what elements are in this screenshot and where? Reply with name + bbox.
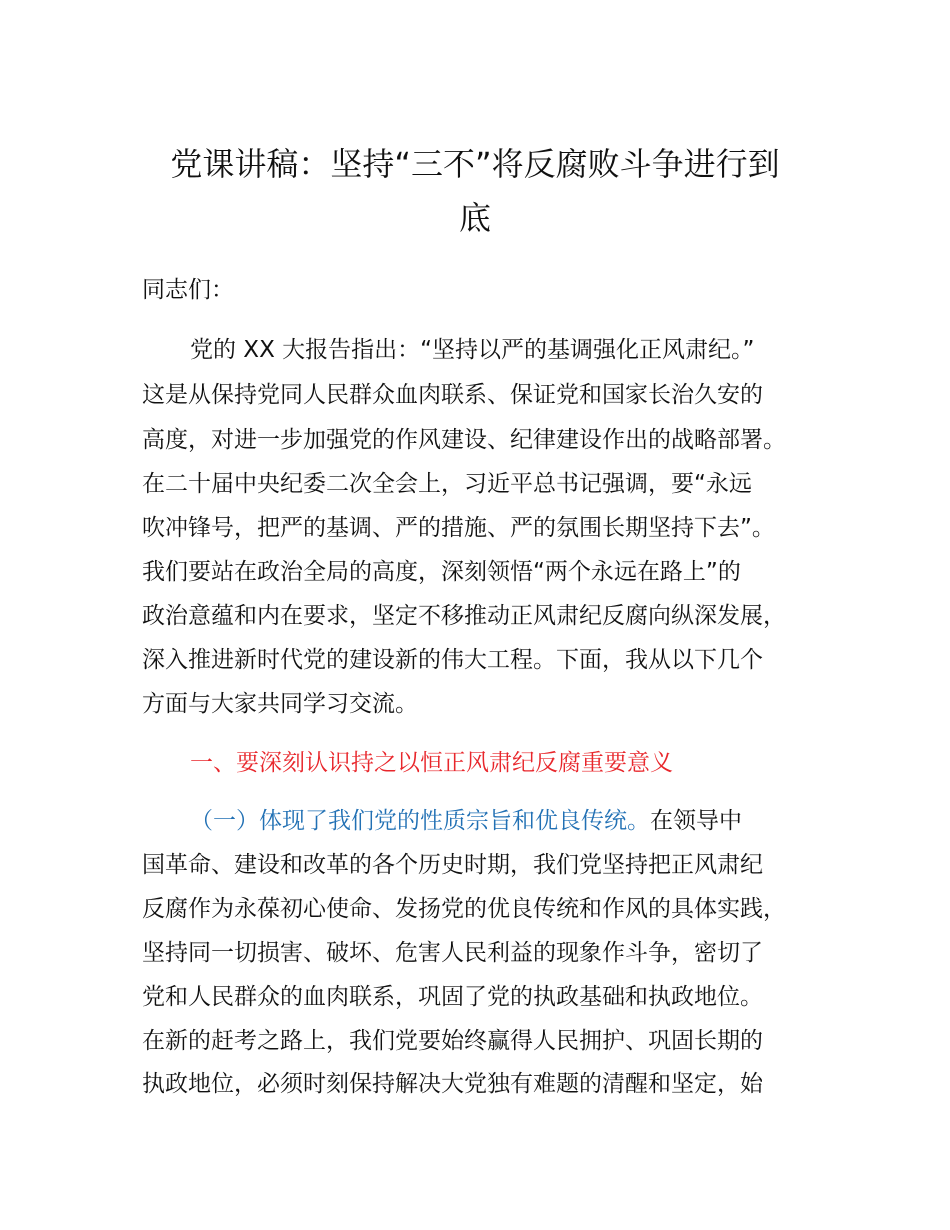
intro-line: 这是从保持党同人民群众血肉联系、保证党和国家长治久安的 (142, 382, 763, 408)
intro-line: 党的 XX 大报告指出：“坚持以严的基调强化正风肃纪。” (190, 337, 755, 363)
intro-line: 政治意蕴和内在要求，坚定不移推动正风肃纪反腐向纵深发展， (142, 603, 786, 629)
subsection-line: 在新的赶考之路上，我们党要始终赢得人民拥护、巩固长期的 (142, 1028, 763, 1054)
intro-line: 吹冲锋号，把严的基调、严的措施、严的氛围长期坚持下去”。 (142, 515, 775, 541)
document-title-line-2: 底 (458, 199, 491, 237)
subsection-first-line-rest: 在领导中 (650, 808, 742, 834)
intro-line: 我们要站在政治全局的高度，深刻领悟“两个永远在路上”的 (142, 559, 741, 585)
intro-line: 深入推进新时代党的建设新的伟大工程。下面，我从以下几个 (142, 647, 763, 673)
subsection-line: 执政地位，必须时刻保持解决大党独有难题的清醒和坚定，始 (142, 1071, 763, 1097)
salutation: 同志们： (142, 277, 234, 303)
section-heading: 一、要深刻认识持之以恒正风肃纪反腐重要意义 (190, 750, 673, 776)
subsection-line: 国革命、建设和改革的各个历史时期，我们党坚持把正风肃纪 (142, 852, 763, 878)
subsection-line: 反腐作为永葆初心使命、发扬党的优良传统和作风的具体实践， (142, 896, 786, 922)
subsection-first-line (190, 803, 742, 839)
subsection-line: 党和人民群众的血肉联系，巩固了党的执政基础和执政地位。 (142, 984, 763, 1010)
document-title-line-1: 党课讲稿：坚持“三不”将反腐败斗争进行到 (170, 145, 780, 183)
subsection-heading: （一）体现了我们党的性质宗旨和优良传统。 (190, 808, 650, 834)
intro-line: 高度，对进一步加强党的作风建设、纪律建设作出的战略部署。 (142, 427, 786, 453)
subsection-line: 坚持同一切损害、破坏、危害人民利益的现象作斗争，密切了 (142, 940, 763, 966)
intro-line: 在二十届中央纪委二次全会上，习近平总书记强调，要“永远 (142, 471, 752, 497)
intro-line: 方面与大家共同学习交流。 (142, 691, 418, 717)
